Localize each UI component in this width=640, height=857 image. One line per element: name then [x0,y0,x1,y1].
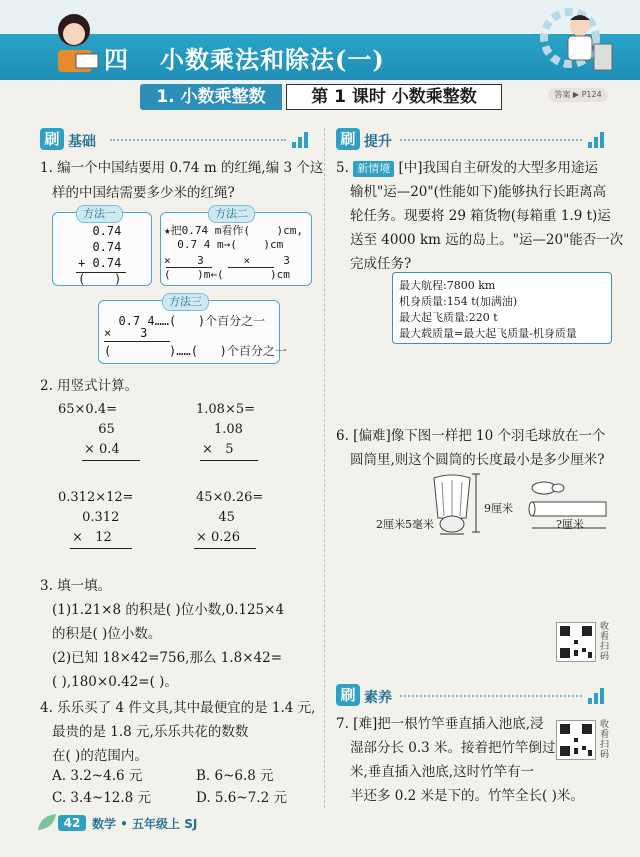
method3-line1: 0.7 4……( )个百分之一 [104,314,266,328]
q2a-top: 65 [90,422,115,437]
q3-line2: 的积是( )位小数。 [52,626,162,642]
q7-line2: 湿部分长 0.3 米。接着把竹竿倒过 [350,740,556,756]
q2c-bottom: × 12 [72,530,112,545]
chapter-title: 小数乘法和除法(一) [160,45,385,74]
method3-tag: 方法三 [162,293,209,311]
q6-line2: 圆筒里,则这个圆筒的长度最小是多少厘米? [350,452,605,468]
q5-line5: 完成任务? [350,256,412,272]
q5-line3: 轮任务。现要将 29 箱货物(每箱重 1.9 t)运 [350,208,611,224]
qr-code-icon[interactable] [556,622,596,662]
section-improve-label: 提升 [364,134,392,150]
method1-line2: 0.74 [78,240,122,254]
q4-option-a: A. 3.2~4.6 元 [52,768,143,784]
q2a-expr: 65×0.4= [58,402,118,417]
q7-line3: 米,垂直插入池底,这时竹竿有一 [350,764,535,780]
q4-option-b: B. 6~6.8 元 [196,768,274,784]
new-scenario-tag: 新情境 [353,161,394,177]
q2b-bottom: × 5 [202,442,234,457]
bars-icon [588,130,608,148]
column-divider [324,128,325,808]
method1-line3: + 0.74 [78,256,122,270]
q2d-bottom: × 0.26 [196,530,240,545]
q4-line2: 最贵的是 1.8 元,乐乐共花的数数 [52,724,249,740]
bars-icon [292,130,312,148]
q5-line2: 输机"运—20"(性能如下)能够执行长距离高 [350,184,607,200]
section-literacy-label: 素养 [364,690,392,706]
answer-page-tag: 答案 ▶ P124 [548,88,608,102]
aircraft-info-box [392,272,612,344]
method3-line3: ( )……( )个百分之一 [104,344,287,358]
info-max-load: 最大载质量=最大起飞质量-机身质量 [399,327,577,340]
q2d-top: 45 [206,510,235,525]
page-number: 42 [58,815,86,831]
chapter-number: 四 [104,45,128,74]
section-literacy [336,684,608,706]
diagram-tube-label: ?厘米 [556,518,584,531]
method1-line1: 0.74 [78,224,122,238]
bars-icon [588,686,608,704]
shua-badge: 刷 [336,684,360,706]
qr-scan-label: 收看扫码 [600,622,610,662]
q5-line1 [336,156,598,181]
section-basic-label: 基础 [68,134,96,150]
shua-badge: 刷 [40,128,64,150]
qr-scan-label: 收看扫码 [600,720,610,760]
method2-line3: × 3 × 3 [164,254,290,267]
q3-line3: (2)已知 18×42=756,那么 1.8×42= [52,650,283,666]
q2a-bottom: × 0.4 [84,442,120,457]
info-max-takeoff: 最大起飞质量:220 t [399,311,498,324]
method3-line2: × 3 [104,326,148,340]
qr-code-icon[interactable] [556,720,596,760]
girl-reading-illustration [46,6,104,76]
q3-line1: (1)1.21×8 的积是( )位小数,0.125×4 [52,602,285,618]
method1-tag: 方法一 [76,205,123,223]
q2c-expr: 0.312×12= [58,490,134,505]
q7-line1: 7. [难]把一根竹竿垂直插入池底,浸 [336,716,544,732]
section-improve [336,128,608,150]
q7-line4: 半还多 0.2 米是下的。竹竿全长( )米。 [350,788,584,804]
q2c-top: 0.312 [78,510,120,525]
q3-line4: ( ),180×0.42=( )。 [52,674,178,690]
boy-with-gear-illustration [530,4,620,80]
q2d-expr: 45×0.26= [196,490,264,505]
q1-line1: 1. 编一个中国结要用 0.74 m 的红绳,编 3 个这 [40,160,324,176]
q5-line1-text: [中]我国自主研发的大型多用途运 [398,160,599,176]
method2-line1: ★把0.74 m看作( )cm, [164,224,303,237]
diagram-width-label: 2厘米5毫米 [376,518,434,531]
section-basic [40,128,312,150]
q4-line1: 4. 乐乐买了 4 件文具,其中最便宜的是 1.4 元, [40,700,316,716]
method2-tag: 方法二 [208,205,255,223]
method2-line2: 0.7 4 m→( )cm [164,238,284,251]
q2b-expr: 1.08×5= [196,402,256,417]
method1-line4: ( ) [78,272,122,286]
leaf-icon [36,812,58,832]
q5-line4: 送至 4000 km 远的岛上。"运—20"能否一次 [350,232,624,248]
lesson-period-title: 第 1 课时 小数乘整数 [286,84,502,110]
q3-title: 3. 填一填。 [40,578,112,594]
info-body-mass: 机身质量:154 t(加满油) [399,295,518,308]
q4-option-c: C. 3.4~12.8 元 [52,790,152,806]
shua-badge: 刷 [336,128,360,150]
diagram-height-label: 9厘米 [484,502,513,515]
method2-line4: ( )m←( )cm [164,268,290,281]
q1-line2: 样的中国结需要多少米的红绳? [52,185,235,201]
footer-book-info: 数学 • 五年级上 SJ [92,817,198,831]
q5-number: 5. [336,160,349,176]
q2b-top: 1.08 [214,422,243,437]
q4-option-d: D. 5.6~7.2 元 [196,790,287,806]
q6-line1: 6. [偏难]像下图一样把 10 个羽毛球放在一个 [336,428,606,444]
info-max-range: 最大航程:7800 km [399,279,496,292]
q4-line3: 在( )的范围内。 [52,748,148,764]
q2-title: 2. 用竖式计算。 [40,378,139,394]
lesson-title-bar [140,84,502,110]
section-title: 1. 小数乘整数 [140,84,282,110]
